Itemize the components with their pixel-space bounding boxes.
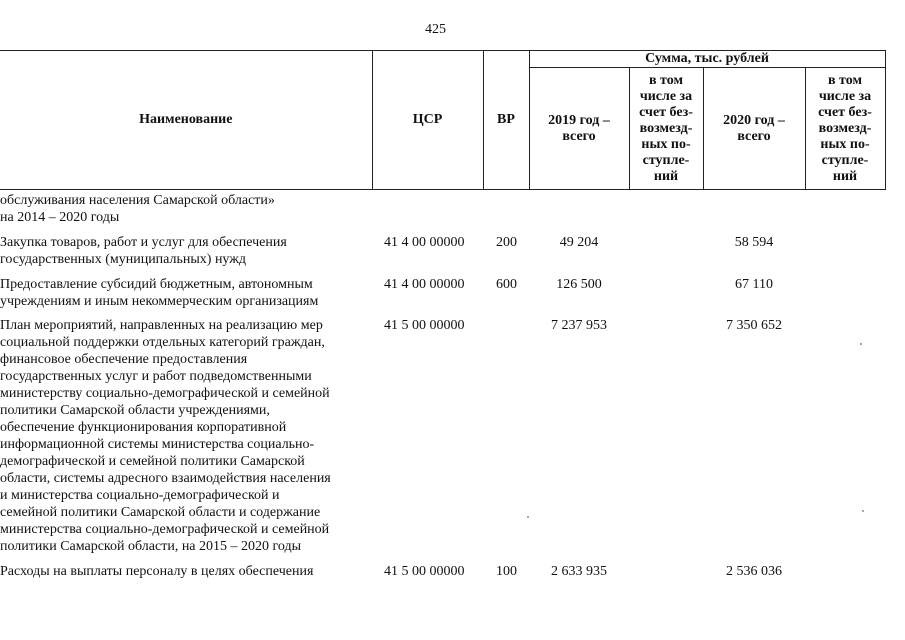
- row-csr: 41 5 00 00000: [384, 318, 465, 333]
- row-name: Расходы на выплаты персоналу в целях обеспечения: [0, 564, 314, 579]
- table-header: [0, 50, 886, 190]
- row-2019-total: 2 633 935: [551, 564, 607, 579]
- row-name: План мероприятий, направленных на реализацию мер социальной поддержки отдельных категорий граждан, финансовое обеспечение предоставления государственных услуг и работ подведомственными министерству социально-демографической и семейной политики Самарской области учреждениями, обеспечение функционирования корпоративной информационной системы министерства социально- демографической и семейной политики Самарской области, системы адресного взаимодействия населения и министерства социально-демографической и семейной политики Самарской области и содержание министерства социально-демографической и семейной политики Самарской области, на 2015 – 2020 годы: [0, 318, 331, 554]
- row-2019-total: 126 500: [556, 277, 602, 292]
- col-2020-total-header: 2020 год – всего: [703, 68, 805, 190]
- page-number: 425: [425, 22, 446, 37]
- row-2019-total: 49 204: [559, 235, 599, 250]
- row-csr: 41 4 00 00000: [384, 235, 465, 250]
- row-vr: 600: [496, 277, 517, 292]
- row-2020-total: 7 350 652: [726, 318, 782, 333]
- row-2020-total: 58 594: [734, 235, 774, 250]
- scan-speck: [527, 516, 529, 518]
- row-vr: 100: [496, 564, 517, 579]
- col-2019-total-header: 2019 год – всего: [529, 68, 629, 190]
- sum-group-header: Сумма, тыс. рублей: [529, 51, 885, 68]
- row-name: Закупка товаров, работ и услуг для обеспечения государственных (муниципальных) нужд: [0, 235, 287, 267]
- row-name: обслуживания населения Самарской области» на 2014 – 2020 годы: [0, 193, 275, 225]
- row-2019-total: 7 237 953: [551, 318, 607, 333]
- scan-speck: [862, 510, 864, 512]
- scan-speck: [860, 343, 862, 345]
- col-2020-free-header: в том числе за счет без- возмезд- ных по- ступле- ний: [805, 68, 885, 190]
- col-vr-header: ВР: [483, 51, 529, 190]
- row-vr: 200: [496, 235, 517, 250]
- row-csr: 41 5 00 00000: [384, 564, 465, 579]
- row-name: Предоставление субсидий бюджетным, автономным учреждениям и иным некоммерческим организациям: [0, 277, 319, 309]
- col-name-header: Наименование: [0, 51, 372, 190]
- row-csr: 41 4 00 00000: [384, 277, 465, 292]
- col-2019-free-header: в том числе за счет без- возмезд- ных по- ступле- ний: [629, 68, 703, 190]
- col-csr-header: ЦСР: [372, 51, 483, 190]
- row-2020-total: 67 110: [735, 277, 773, 292]
- row-2020-total: 2 536 036: [726, 564, 782, 579]
